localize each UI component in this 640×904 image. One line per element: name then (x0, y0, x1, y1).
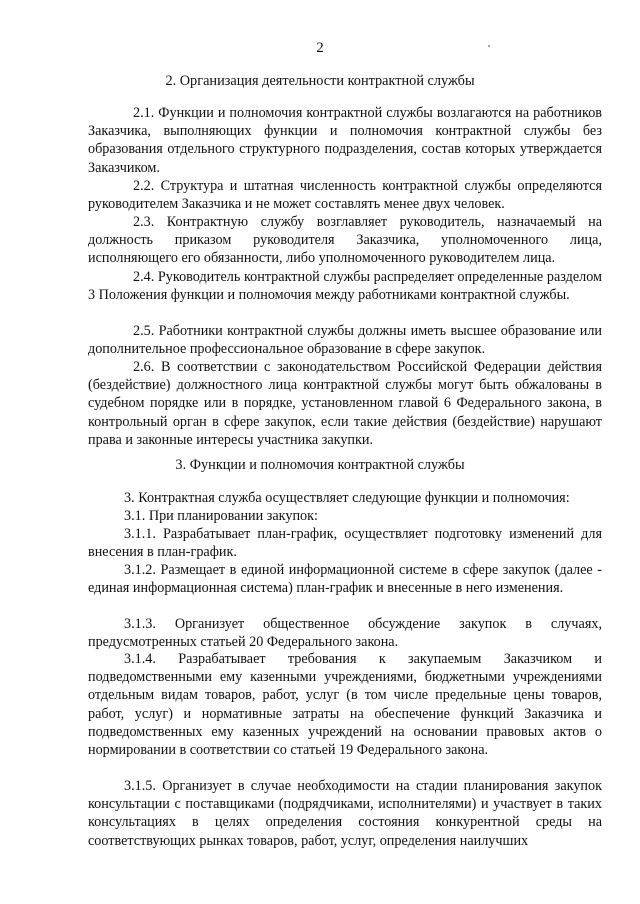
paragraph-2-2: 2.2. Структура и штатная численность контрактной службы определяются руководителем Заказчика и не может составлять менее двух человек. (88, 178, 602, 213)
paragraph-3: 3. Контрактная служба осуществляет следующие функции и полномочия: (124, 490, 570, 506)
paragraph-3-1-4: 3.1.4. Разрабатывает требования к закупаемым Заказчиком и подведомственными ему казенными учреждениями, бюджетными учреждениями отдельным видам товаров, работ, услуг (в том числе предельные цены товаров, работ, услуг) и нормативные затраты на обеспечение функций Заказчика и подведомственных ему казенных учреждений на основании правовых актов о нормировании в соответствии со статьей 19 Федерального закона. (88, 651, 602, 759)
paragraph-2-5: 2.5. Работники контрактной службы должны иметь высшее образование или дополнительное профессиональное образование в сфере закупок. (88, 323, 602, 358)
paragraph-2-1: 2.1. Функции и полномочия контрактной службы возлагаются на работников Заказчика, выполняющих функции и полномочия контрактной службы без образования отдельного структурного подразделения, состав которых утверждается Заказчиком. (88, 105, 602, 176)
paragraph-3-1-5: 3.1.5. Организует в случае необходимости на стадии планирования закупок консультации с поставщиками (подрядчиками, исполнителями) и участвует в таких консультациях в целях определения состояния конкурентной среды на соответствующих рынках товаров, работ, услуг, определения наилучших (88, 778, 602, 849)
section-2-heading: 2. Организация деятельности контрактной службы (165, 73, 475, 89)
paragraph-3-1-1: 3.1.1. Разрабатывает план-график, осуществляет подготовку изменений для внесения в план-график. (88, 526, 602, 561)
paragraph-2-3: 2.3. Контрактную службу возглавляет руководитель, назначаемый на должность приказом руководителя Заказчика, уполномоченного лица, исполняющего его обязанности, либо уполномоченного руководителем лица. (88, 214, 602, 267)
section-3-heading: 3. Функции и полномочия контрактной службы (175, 457, 465, 473)
paragraph-3-1-3: 3.1.3. Организует общественное обсуждение закупок в случаях, предусмотренных статьей 20 Федерального закона. (88, 616, 602, 651)
paragraph-2-4: 2.4. Руководитель контрактной службы распределяет определенные разделом 3 Положения функции и полномочия между работниками контрактной службы. (88, 269, 602, 304)
paragraph-2-6: 2.6. В соответствии с законодательством Российской Федерации действия (бездействие) должностного лица контрактной службы могут быть обжалованы в судебном порядке или в порядке, установленном главой 6 Федерального закона, в контрольный орган в сфере закупок, если такие действия (бездействие) нарушают права и законные интересы участника закупки. (88, 359, 602, 448)
paragraph-3-1-2: 3.1.2. Размещает в единой информационной системе в сфере закупок (далее - единая информационная система) план-график и внесенные в него изменения. (88, 562, 602, 597)
page-number: 2 (316, 40, 324, 56)
scan-speck (488, 45, 490, 47)
paragraph-3-1: 3.1. При планировании закупок: (124, 508, 318, 524)
